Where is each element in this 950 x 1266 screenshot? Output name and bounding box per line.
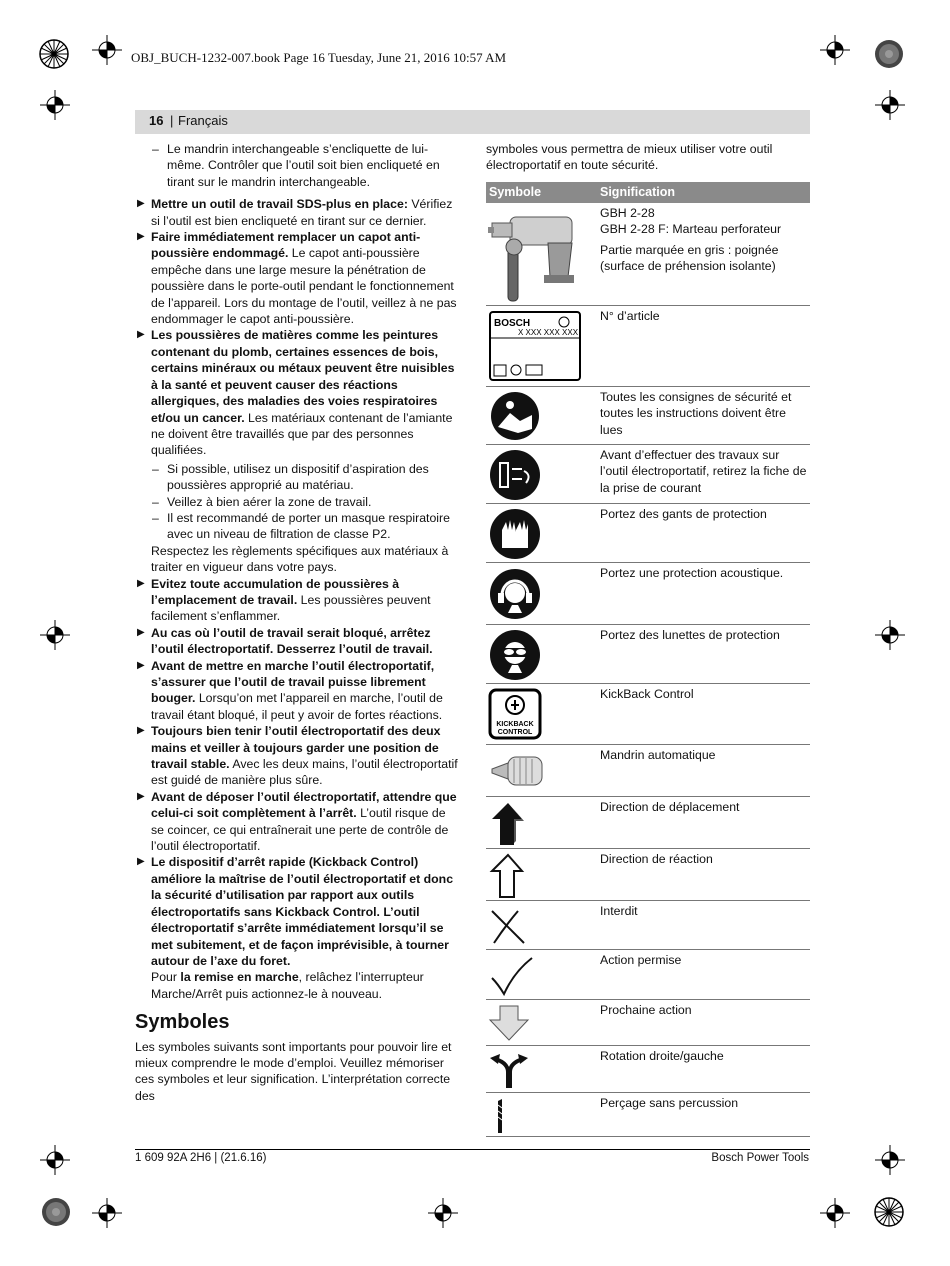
checkmark-icon [488, 954, 534, 998]
list-item: – Le mandrin interchangeable s’encliquette de lui-même. Contrôler que l’outil soit bien encliqueté en tirant sur le mandrin interchangeable. [152, 142, 440, 189]
triangle-bullet-icon: ▶ [137, 626, 145, 638]
crosshair-mark [40, 1145, 70, 1175]
meaning-text: Toutes les consignes de sécurité et toutes les instructions doivent être lues [600, 390, 792, 437]
warning-item: ▶ Le dispositif d’arrêt rapide (Kickback Control) améliore la maîtrise de l’outil électroportatif et donc la sécurité d’utilisation par rapport aux outils électroportatifs sans Kickback Control. L’outil électroportatif s’arrête immédiatement lorsqu’il se met subitement, et de façon imprévisible, à tourner autour de l’axe du foret. [137, 855, 454, 968]
safety-goggles-icon [488, 629, 542, 681]
svg-text:BOSCH: BOSCH [494, 318, 531, 329]
triangle-bullet-icon: ▶ [137, 329, 145, 341]
meaning-text: KickBack Control [600, 687, 694, 701]
registration-mark [873, 38, 905, 70]
reaction-arrow-icon [488, 853, 528, 899]
header-language: Français [178, 113, 228, 128]
table-row [486, 306, 810, 387]
header-separator: | [170, 113, 174, 128]
dust-note: Respectez les règlements spécifiques aux matériaux à traiter en vigueur dans votre pays. [151, 543, 449, 575]
meaning-text: Mandrin automatique [600, 748, 716, 762]
triangle-bullet-icon: ▶ [137, 725, 145, 737]
crosshair-mark [40, 90, 70, 120]
next-action-arrow-icon [488, 1004, 530, 1042]
meaning-text: Direction de réaction [600, 852, 713, 866]
list-item: – Il est recommandé de porter un masque respiratoire avec un niveau de filtration de classe P2. [152, 510, 450, 542]
triangle-bullet-icon: ▶ [137, 577, 145, 589]
registration-mark [873, 1196, 905, 1228]
table-row [486, 1046, 810, 1093]
restart-note: Pour la remise en marche, relâchez l’interrupteur Marche/Arrêt puis actionnez-le à nouveau. [151, 970, 424, 1001]
meaning-text: Portez des lunettes de protection [600, 628, 780, 642]
forbidden-cross-icon [488, 905, 528, 947]
crosshair-mark [820, 35, 850, 65]
list-item: – Si possible, utilisez un dispositif d’aspiration des poussières approprié au matériau. [152, 461, 429, 493]
warning-item: ▶ Faire immédiatement remplacer un capot anti-poussière endommagé. Le capot anti-poussière empêche dans une large mesure la pénétration de poussière dans le porte-outil pendant le fonctionnement de l’appareil. Lors du montage de l’outil, veillez à ne pas endommager le capot anti-poussière. [137, 230, 457, 327]
triangle-bullet-icon: ▶ [137, 790, 145, 802]
drill-bit-icon [488, 1097, 518, 1135]
table-row [486, 625, 810, 684]
list-item: – Veillez à bien aérer la zone de travail. [152, 494, 372, 509]
triangle-bullet-icon: ▶ [137, 198, 145, 210]
meaning-text: N° d’article [600, 309, 660, 323]
table-row [486, 950, 810, 1000]
crosshair-mark [875, 620, 905, 650]
kickback-control-icon [488, 688, 542, 740]
symbols-intro: Les symboles suivants sont importants pour pouvoir lire et mieux comprendre le mode d’emploi. Veuillez mémoriser ces symboles et leur signification. L’interprétation correcte des [135, 1039, 452, 1103]
protective-gloves-icon [488, 508, 542, 560]
section-heading: Symboles [135, 1011, 230, 1034]
rating-plate-icon [488, 310, 584, 384]
meaning-text: Perçage sans percussion [600, 1096, 739, 1110]
file-slug: OBJ_BUCH-1232-007.book Page 16 Tuesday, June 21, 2016 10:57 AM [131, 50, 507, 65]
crosshair-mark [875, 1145, 905, 1175]
table-row [486, 849, 810, 901]
table-row [486, 203, 810, 306]
table-row [486, 387, 810, 445]
meaning-text: Portez une protection acoustique. [600, 566, 784, 580]
table-row [486, 1093, 810, 1137]
movement-arrow-icon [488, 801, 528, 847]
meaning-text: Direction de déplacement [600, 800, 740, 814]
table-row [486, 563, 810, 625]
meaning-text: Action permise [600, 953, 682, 967]
meaning-text: Interdit [600, 904, 638, 918]
page-header [135, 110, 810, 134]
warning-item: ▶ Evitez toute accumulation de poussières à l’emplacement de travail. Les poussières peuvent facilement s’enflammer. [137, 576, 431, 624]
footer-divider [135, 1149, 810, 1150]
table-row [486, 1000, 810, 1046]
warning-item: ▶ Mettre un outil de travail SDS-plus en place: Vérifiez si l’outil est bien encliqueté en tirant sur ce dernier. [137, 197, 453, 228]
warning-item: ▶ Les poussières de matières comme les peintures contenant du plomb, certaines essences de bois, certains minéraux ou métaux peuvent être nuisibles à la santé et peuvent causer des réactions allergiques, des maladies des voies respiratoires et/ou un cancer. Les matériaux contenant de l’amiante ne doivent être travaillés que par des personnes qualifiées. [137, 328, 455, 458]
column-header-meaning: Signification [600, 185, 675, 199]
rotation-direction-icon [488, 1050, 530, 1090]
crosshair-mark [428, 1198, 458, 1228]
registration-mark [40, 1196, 72, 1228]
crosshair-mark [820, 1198, 850, 1228]
column-header-symbol: Symbole [489, 185, 542, 199]
crosshair-mark [875, 90, 905, 120]
crosshair-mark [92, 1198, 122, 1228]
read-manual-icon [488, 391, 542, 441]
crosshair-mark [92, 35, 122, 65]
meaning-text: Rotation droite/gauche [600, 1049, 724, 1063]
table-row [486, 504, 810, 563]
triangle-bullet-icon: ▶ [137, 231, 145, 243]
warning-item: ▶ Avant de mettre en marche l’outil électroportatif, s’assurer que l’outil de travail puisse librement bouger. Lorsqu’on met l’appareil en marche, l’outil de travail étant bloqué, il peut y avoir de fortes réactions. [137, 658, 443, 722]
page-number: 16 [149, 113, 164, 128]
meaning-text: GBH 2-28 GBH 2-28 F: Marteau perforateur Partie marquée en gris : poignée (surface de préhension isolante) [600, 206, 782, 274]
left-column [135, 141, 460, 1104]
hammer-drill-icon [488, 207, 584, 305]
warning-item: ▶ Avant de déposer l’outil électroportatif, attendre que celui-ci soit complètement à l’arrêt. L’outil risque de se coincer, ce qui entraînerait une perte de contrôle de l’outil électroportatif. [137, 789, 457, 854]
meaning-text: Prochaine action [600, 1003, 692, 1017]
svg-text:X XXX XXX XXX: X XXX XXX XXX [518, 328, 579, 337]
ear-protection-icon [488, 567, 542, 621]
unplug-icon [488, 449, 542, 501]
warning-item: ▶ Toujours bien tenir l’outil électroportatif des deux mains et veiller à toujours garder une position de travail stable. Avec les deux mains, l’outil électroportatif est guidé de manière plus sûre. [137, 724, 458, 788]
svg-text:CONTROL: CONTROL [497, 729, 533, 736]
svg-text:KICKBACK: KICKBACK [496, 721, 534, 728]
table-header [486, 182, 810, 203]
table-row [486, 901, 810, 950]
meaning-text: Avant d’effectuer des travaux sur l’outil électroportatif, retirez la fiche de la prise de courant [600, 448, 807, 495]
footer-doc-number: 1 609 92A 2H6 | (21.6.16) [135, 1152, 267, 1164]
table-row [486, 445, 810, 504]
table-row [486, 797, 810, 849]
warning-item: ▶ Au cas où l’outil de travail serait bloqué, arrêtez l’outil électroportatif. Desserrez l’outil de travail. [137, 625, 433, 657]
triangle-bullet-icon: ▶ [137, 659, 145, 671]
table-row [486, 684, 810, 745]
auto-chuck-icon [488, 749, 548, 793]
right-column-intro: symboles vous permettra de mieux utiliser votre outil électroportatif en toute sécurité. [486, 142, 773, 173]
triangle-bullet-icon: ▶ [137, 856, 145, 868]
crosshair-mark [40, 620, 70, 650]
meaning-text: Portez des gants de protection [600, 507, 767, 521]
symbols-table [486, 182, 810, 1137]
footer-publisher: Bosch Power Tools [711, 1152, 809, 1164]
table-row [486, 745, 810, 797]
registration-mark [38, 38, 70, 70]
